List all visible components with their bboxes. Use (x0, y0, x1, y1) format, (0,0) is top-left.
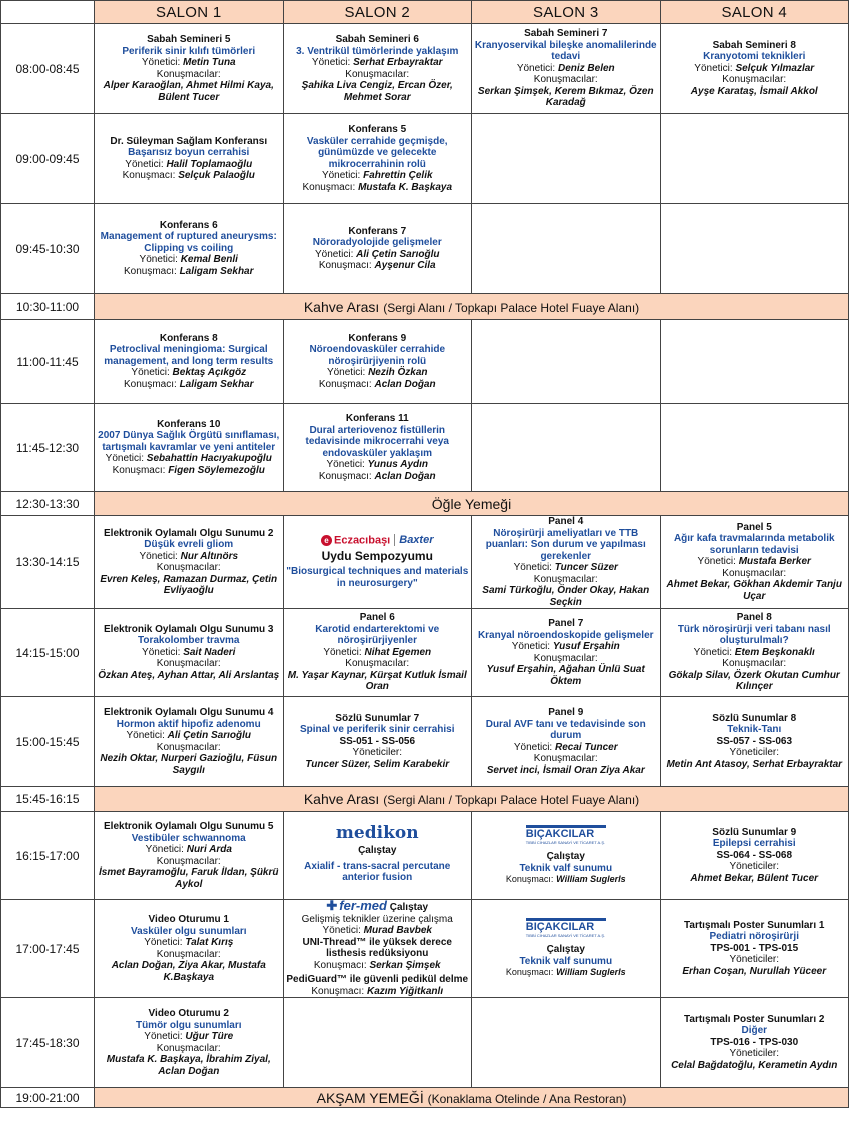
moderator-label: Yönetici: (142, 646, 181, 658)
break-row (1, 787, 849, 812)
speakers-label: Konuşmacılar: (533, 74, 598, 86)
speakers-label: Konuşmacılar: (722, 658, 787, 670)
moderator-name: Kemal Benli (180, 254, 238, 266)
session-topic: Kranyotomi teknikleri (703, 51, 806, 63)
sponsored-session-cell (472, 812, 661, 900)
speakers-names: Gökalp Silav, Özerk Okutan Cumhur Kılınçer (668, 669, 840, 693)
session-topic: Teknik valf sunumu (519, 955, 613, 967)
speaker-name: Laligam Sekhar (179, 378, 254, 390)
session-topic: Kranyal nöroendoskopide gelişmeler (477, 629, 654, 641)
session-cell (660, 697, 849, 787)
session-title: Sabah Semineri 5 (147, 34, 231, 45)
eczacibasi-icon: e (321, 535, 332, 546)
session-title: Konferans 8 (159, 332, 218, 344)
workshop-line: PediGuard™ ile güvenli pedikül delme (286, 974, 469, 985)
speaker-label: Konuşmacı: (123, 265, 177, 277)
sponsored-session-cell (472, 900, 661, 998)
session-topic: Tümör olgu sunumları (135, 1019, 242, 1031)
session-title: Sabah Semineri 7 (524, 28, 608, 40)
speakers-label: Konuşmacılar: (533, 753, 598, 764)
empty-cell (660, 114, 849, 204)
time-cell: 11:00-11:45 (1, 320, 95, 404)
moderator-label: Yönetici: (511, 641, 551, 652)
speakers-names: Evren Keleş, Ramazan Durmaz, Çetin Evliyaoğlu (100, 573, 278, 596)
empty-cell (472, 998, 661, 1088)
session-cell (95, 609, 284, 697)
bicakcilar-logo: BIÇAKCILAR TIBBİ CİHAZLAR SANAYİ VE TİCARET A.Ş. (526, 825, 606, 845)
session-cell (283, 114, 472, 204)
moderator-name: Bektaş Açıkgöz (172, 367, 247, 379)
session-topic: Diğer (741, 1025, 768, 1037)
session-title: Konferans 5 (348, 124, 407, 135)
time-cell: 13:30-14:15 (1, 516, 95, 609)
time-cell: 16:15-17:00 (1, 812, 95, 900)
break-location: (Sergi Alanı / Topkapı Palace Hotel Fuaye Alanı) (383, 300, 640, 315)
speakers-names: Alper Karaoğlan, Ahmet Hilmi Kaya, Bülent Tucer (103, 80, 274, 103)
moderator-name: Serhat Erbayraktar (353, 57, 443, 68)
session-code: SS-057 - SS-063 (716, 735, 793, 747)
empty-cell (472, 114, 661, 204)
session-topic: Teknik-Tanı (727, 724, 782, 736)
session-topic: Dural AVF tanı ve tedavisinde son durum (485, 718, 646, 741)
session-topic: Dural arteriovenoz fistüllerin tedavisinde mikrocerrahi veya endovasküler yaklaşım (305, 424, 449, 459)
table-row (1, 404, 849, 492)
dinner-cell (95, 1088, 849, 1108)
lunch-break-cell (95, 492, 849, 516)
session-cell (472, 516, 661, 609)
session-title: Elektronik Oylamalı Olgu Sunumu 5 (104, 821, 274, 832)
chairs-names: Ahmet Bekar, Bülent Tucer (690, 872, 819, 884)
session-title: Tartışmalı Poster Sunumları 1 (684, 919, 825, 931)
moderator-label: Yönetici: (326, 459, 365, 470)
moderator-label: Yönetici: (126, 730, 165, 741)
moderator-name: Mustafa Berker (738, 556, 811, 568)
session-title: Panel 6 (359, 612, 395, 624)
speakers-label: Konuşmacılar: (533, 652, 598, 664)
break-location: (Sergi Alanı / Topkapı Palace Hotel Fuaye Alanı) (383, 793, 640, 807)
speaker-label: Konuşmacı: (505, 874, 554, 885)
header-row (1, 1, 849, 24)
header-salon-1: SALON 1 (95, 1, 284, 24)
speakers-names: Yusuf Erşahin, Ağahan Ünlü Suat Öktem (486, 664, 645, 687)
speaker-label: Konuşmacı: (112, 464, 166, 476)
table-row (1, 900, 849, 998)
empty-cell (660, 404, 849, 492)
session-title: Uydu Sempozyumu (321, 548, 433, 563)
moderator-name: Nur Altınörs (180, 550, 239, 562)
workshop-line: UNI-Thread™ ile yüksek derece listhesis redüksiyonu (302, 936, 452, 959)
session-topic: Düşük evreli gliom (144, 539, 234, 550)
speaker-label: Konuşmacı: (318, 470, 372, 482)
speaker-label: Konuşmacı: (318, 378, 372, 390)
time-cell: 14:15-15:00 (1, 609, 95, 697)
session-topic: Karotid endarterektomi ve nöroşirürjiyenler (315, 623, 440, 647)
time-cell: 10:30-11:00 (1, 294, 95, 320)
session-cell (660, 998, 849, 1088)
speaker-name: William Suglerls (556, 874, 626, 885)
session-cell (283, 404, 472, 492)
session-cell (283, 609, 472, 697)
moderator-name: Ali Çetin Sarıoğlu (356, 248, 440, 260)
session-cell (95, 114, 284, 204)
session-topic: Kranyoservikal bileşke anomalilerinde tedavi (474, 39, 657, 63)
empty-cell (660, 320, 849, 404)
speakers-names: Ayşe Karataş, İsmail Akkol (690, 85, 818, 97)
session-cell (660, 900, 849, 998)
break-row (1, 1088, 849, 1108)
session-topic: Axialif - trans-sacral percutane anterior fusion (304, 860, 451, 883)
moderator-label: Yönetici: (144, 937, 183, 948)
moderator-label: Yönetici: (141, 57, 181, 68)
table-row (1, 516, 849, 609)
session-title: Elektronik Oylamalı Olgu Sunumu 4 (104, 707, 274, 718)
table-row (1, 320, 849, 404)
speakers-names: Servet inci, İsmail Oran Ziya Akar (486, 764, 645, 776)
session-topic: Spinal ve periferik sinir cerrahisi (299, 724, 455, 736)
time-cell: 11:45-12:30 (1, 404, 95, 492)
session-code: TPS-001 - TPS-015 (710, 942, 799, 954)
session-cell (660, 609, 849, 697)
speakers-label: Konuşmacılar: (156, 68, 221, 80)
header-salon-3: SALON 3 (472, 1, 661, 24)
header-salon-2: SALON 2 (283, 1, 472, 24)
session-title: Sabah Semineri 6 (335, 34, 419, 45)
session-title: Tartışmalı Poster Sunumları 2 (684, 1013, 825, 1025)
session-cell (95, 404, 284, 492)
session-cell (472, 609, 661, 697)
session-title: Sözlü Sunumlar 8 (712, 712, 797, 724)
table-row (1, 114, 849, 204)
fer-med-icon: ✚ (326, 899, 338, 913)
speaker-name: William Suglerls (556, 967, 626, 978)
session-topic: Management of ruptured aneurysms: Clipping vs coiling (100, 231, 277, 254)
moderator-label: Yönetici: (697, 556, 736, 568)
moderator-name: Etem Beşkonaklı (734, 646, 815, 658)
speaker-label: Konuşmacı: (123, 378, 177, 390)
speakers-label: Konuşmacılar: (156, 562, 221, 573)
session-title: Panel 9 (548, 707, 584, 718)
session-title: Sözlü Sunumlar 9 (712, 826, 797, 838)
moderator-name: Yusuf Erşahin (552, 641, 620, 652)
session-title: Video Oturumu 2 (148, 1008, 229, 1019)
chairs-label: Yöneticiler: (729, 1048, 779, 1060)
session-title: Konferans 11 (345, 413, 409, 424)
table-row (1, 812, 849, 900)
time-cell: 17:00-17:45 (1, 900, 95, 998)
moderator-name: Ali Çetin Sarıoğlu (167, 730, 251, 741)
moderator-name: Nuri Arda (186, 844, 232, 855)
time-cell: 08:00-08:45 (1, 24, 95, 114)
session-topic: Teknik valf sunumu (519, 862, 613, 874)
session-topic: 3. Ventrikül tümörlerinde yaklaşım (296, 45, 459, 57)
speakers-names: Ahmet Bekar, Gökhan Akdemir Tanju Uçar (666, 579, 842, 602)
session-cell (472, 24, 661, 114)
session-title: Dr. Süleyman Sağlam Konferansı (110, 135, 268, 147)
speakers-names: Mustafa K. Başkaya, İbrahim Ziyal, Aclan Doğan (106, 1054, 271, 1077)
speakers-label: Konuşmacılar: (156, 948, 221, 960)
empty-cell (472, 404, 661, 492)
moderator-label: Yönetici: (145, 844, 184, 855)
moderator-label: Yönetici: (311, 57, 351, 68)
sponsored-session-cell (283, 812, 472, 900)
break-row (1, 294, 849, 320)
empty-cell (472, 204, 661, 294)
chairs-names: Celal Bağdatoğlu, Kerametin Aydın (671, 1059, 838, 1071)
session-topic: Vestibüler schwannoma (131, 832, 246, 844)
session-title: Sabah Semineri 8 (712, 39, 796, 51)
moderator-label: Yönetici: (693, 646, 733, 658)
speakers-names: Şahika Liva Cengiz, Ercan Özer, Mehmet Sorar (301, 80, 453, 103)
speakers-names: M. Yaşar Kaynar, Kürşat Kutluk İsmail Oran (287, 669, 467, 693)
session-code: SS-051 - SS-056 (339, 735, 416, 747)
session-topic: Vasküler olgu sunumları (130, 925, 247, 937)
moderator-label: Yönetici: (125, 158, 164, 170)
session-title: Video Oturumu 1 (148, 914, 229, 925)
session-cell (95, 516, 284, 609)
coffee-break-cell (95, 787, 849, 812)
time-cell: 19:00-21:00 (1, 1088, 95, 1108)
moderator-label: Yönetici: (694, 62, 733, 74)
moderator-name: Recai Tuncer (555, 741, 618, 753)
session-topic: Başarısız boyun cerrahisi (128, 147, 250, 158)
speakers-label: Konuşmacılar: (156, 855, 221, 867)
session-topic: Ağır kafa travmalarında metabolik sorunların tedavisi (673, 533, 835, 556)
table-row (1, 609, 849, 697)
session-topic: Vasküler cerrahide geçmişde, günümüzde ve gelecekte mikrocerrahinin rolü (306, 135, 448, 170)
moderator-name: Selçuk Yılmazlar (735, 62, 815, 74)
table-row (1, 24, 849, 114)
session-topic: Nöroradyolojide gelişmeler (312, 237, 442, 248)
moderator-label: Yönetici: (516, 62, 556, 74)
chairs-label: Yöneticiler: (352, 747, 402, 759)
speakers-names: Özkan Ateş, Ayhan Attar, Ali Arslantaş (98, 669, 280, 681)
speakers-label: Konuşmacılar: (156, 741, 221, 753)
session-title: Panel 4 (548, 516, 584, 527)
speakers-names: Aclan Doğan, Ziya Akar, Mustafa K.Başkaya (111, 960, 266, 983)
moderator-name: Deniz Belen (557, 62, 615, 74)
time-cell: 15:00-15:45 (1, 697, 95, 787)
table-row (1, 998, 849, 1088)
speakers-names: Serkan Şimşek, Kerem Bıkmaz, Özen Karadağ (477, 85, 654, 109)
session-cell (283, 697, 472, 787)
moderator-name: Tuncer Süzer (554, 562, 618, 573)
session-cell (660, 24, 849, 114)
session-title: Konferans 10 (157, 418, 221, 430)
speaker-name: Ayşenur Cila (374, 260, 436, 271)
moderator-name: Nihat Egemen (364, 646, 432, 658)
chairs-label: Yöneticiler: (729, 747, 779, 759)
speakers-label: Konuşmacılar: (156, 658, 221, 670)
session-title: Sözlü Sunumlar 7 (335, 712, 420, 724)
time-cell: 12:30-13:30 (1, 492, 95, 516)
sponsored-session-cell: ✚ fer-med Çalıştay Gelişmiş teknikler üzerine çalışma Yönetici: Murad Bavbek UNI-Thread™ ile yüksek derece listhesis redüksiyonu Konuşmacı: Serkan Şimşek PediGuard™ ile güvenli pedikül delme Konuşmacı: Kazım Yiğitkanlı (283, 900, 472, 998)
chairs-names: Metin Ant Atasoy, Serhat Erbayraktar (666, 758, 843, 770)
session-topic: "Biosurgical techniques and materials in neurosurgery" (286, 566, 469, 589)
medikon-logo: medikon (335, 822, 419, 843)
session-cell (95, 998, 284, 1088)
moderator-label: Yönetici: (139, 550, 178, 562)
chairs-label: Yöneticiler: (729, 954, 779, 966)
session-cell (472, 697, 661, 787)
speakers-label: Konuşmacılar: (345, 658, 410, 670)
workshop-line: Gelişmiş teknikler üzerine çalışma (301, 913, 453, 925)
session-topic: Nöroşirürji ameliyatları ve TTB puanları: Son durum ve yapılması gerekenler (485, 527, 646, 562)
moderator-name: Metin Tuna (183, 57, 236, 68)
moderator-label: Yönetici: (105, 453, 145, 465)
sponsored-session-cell (283, 516, 472, 609)
time-cell: 17:45-18:30 (1, 998, 95, 1088)
moderator-label: Yönetici: (321, 170, 361, 181)
speakers-label: Konuşmacılar: (156, 1042, 221, 1054)
speaker-label: Konuşmacı: (302, 181, 356, 193)
speakers-label: Konuşmacılar: (533, 573, 598, 585)
session-cell (283, 320, 472, 404)
session-cell (660, 812, 849, 900)
chairs-label: Yöneticiler: (729, 861, 779, 873)
table-row (1, 204, 849, 294)
speaker-name: Aclan Doğan (374, 378, 436, 390)
speakers-names: Nezih Oktar, Nurperi Gazioğlu, Füsun Saygılı (100, 753, 278, 776)
speaker-name: Selçuk Palaoğlu (178, 170, 255, 181)
speaker-label: Konuşmacı: (122, 170, 176, 181)
fer-med-logo: ✚ fer-med (326, 899, 387, 913)
speaker-name: Mustafa K. Başkaya (358, 181, 453, 193)
session-topic: 2007 Dünya Sağlık Örgütü sınıflaması, tartışmalı kavramlar ve yeni antiteler (98, 430, 280, 453)
speaker-label: Konuşmacı: (318, 260, 372, 271)
table-row (1, 697, 849, 787)
session-topic: Pediatri nöroşirürji (709, 931, 799, 943)
session-title: Çalıştay (546, 851, 585, 863)
session-topic: Hormon aktif hipofiz adenomu (116, 718, 261, 730)
session-title: Panel 5 (736, 521, 772, 533)
speakers-names: Sami Türkoğlu, Önder Okay, Hakan Seçkin (482, 585, 650, 608)
session-cell (283, 24, 472, 114)
break-row (1, 492, 849, 516)
session-cell (283, 204, 472, 294)
moderator-label: Yönetici: (139, 254, 178, 266)
break-title: Kahve Arası (303, 791, 380, 807)
session-topic: Nöroendovasküler cerrahide nöroşirürjiyenin rolü (309, 344, 446, 367)
moderator-label: Yönetici: (513, 741, 553, 753)
session-title: Konferans 6 (159, 219, 218, 231)
speakers-names: İsmet Bayramoğlu, Faruk İldan, Şükrü Aykol (99, 867, 279, 890)
moderator-label: Yönetici: (326, 367, 366, 379)
moderator-label: Yönetici: (513, 562, 552, 573)
speakers-label: Konuşmacılar: (345, 68, 410, 80)
chairs-names: Tuncer Süzer, Selim Karabekir (305, 758, 450, 770)
session-cell (95, 204, 284, 294)
moderator-name: Halil Toplamaoğlu (166, 158, 253, 170)
time-cell: 09:45-10:30 (1, 204, 95, 294)
corner-cell (1, 1, 95, 24)
session-cell (95, 900, 284, 998)
session-cell (95, 812, 284, 900)
eczacibasi-baxter-logo: e Eczacıbaşı Baxter (321, 535, 434, 547)
session-code: TPS-016 - TPS-030 (710, 1036, 799, 1048)
session-title: Konferans 9 (348, 332, 407, 344)
session-topic: Petroclival meningioma: Surgical management, and long term results (104, 344, 274, 367)
moderator-name: Talat Kırış (185, 937, 234, 948)
session-title: Çalıştay (389, 902, 429, 913)
break-title: AKŞAM YEMEĞİ (316, 1089, 424, 1106)
session-topic: Torakolomber travma (137, 635, 240, 647)
session-code: SS-064 - SS-068 (716, 849, 793, 861)
break-location: (Konaklama Otelinde / Ana Restoran) (427, 1091, 627, 1106)
session-topic: Epilepsi cerrahisi (712, 838, 796, 850)
moderator-label: Yönetici: (323, 646, 362, 658)
speaker-label: Konuşmacı: (505, 967, 554, 978)
session-topic: Periferik sinir kılıfı tümörleri (122, 45, 256, 57)
session-title: Çalıştay (358, 845, 397, 856)
empty-cell (283, 998, 472, 1088)
header-salon-4: SALON 4 (660, 1, 849, 24)
session-cell (95, 24, 284, 114)
session-title: Çalıştay (546, 944, 585, 956)
session-cell (95, 320, 284, 404)
session-title: Panel 8 (736, 612, 772, 624)
speaker-name: Figen Söylemezoğlu (168, 464, 265, 476)
moderator-label: Yönetici: (315, 248, 354, 260)
moderator-name: Nezih Özkan (368, 367, 428, 379)
speaker-name: Laligam Sekhar (179, 265, 254, 277)
session-topic: Türk nöroşirürji veri tabanı nasıl oluşturulmalı? (677, 623, 831, 647)
time-cell: 15:45-16:15 (1, 787, 95, 812)
chairs-names: Erhan Coşan, Nurullah Yüceer (682, 965, 827, 977)
session-title: Elektronik Oylamalı Olgu Sunumu 3 (104, 623, 274, 635)
moderator-name: Uğur Türe (185, 1031, 234, 1042)
session-title: Elektronik Oylamalı Olgu Sunumu 2 (104, 527, 274, 539)
break-title: Kahve Arası (303, 298, 380, 315)
moderator-name: Fahrettin Çelik (363, 170, 433, 181)
moderator-label: Yönetici: (131, 367, 170, 379)
session-title: Panel 7 (548, 618, 584, 629)
speakers-label: Konuşmacılar: (722, 567, 787, 579)
empty-cell (660, 204, 849, 294)
coffee-break-cell (95, 294, 849, 320)
speaker-name: Aclan Doğan (374, 470, 436, 482)
break-title: Öğle Yemeği (431, 495, 512, 512)
time-cell: 09:00-09:45 (1, 114, 95, 204)
session-title: Konferans 7 (348, 225, 407, 237)
speakers-label: Konuşmacılar: (722, 74, 787, 86)
session-cell (95, 697, 284, 787)
moderator-name: Sait Naderi (183, 646, 236, 658)
session-cell (660, 516, 849, 609)
moderator-label: Yönetici: (144, 1031, 183, 1042)
moderator-name: Yunus Aydın (367, 459, 428, 470)
empty-cell (472, 320, 661, 404)
bicakcilar-logo: BIÇAKCILAR TIBBİ CİHAZLAR SANAYİ VE TİCARET A.Ş. (526, 918, 606, 938)
moderator-name: Sebahattin Hacıyakupoğlu (146, 453, 272, 465)
